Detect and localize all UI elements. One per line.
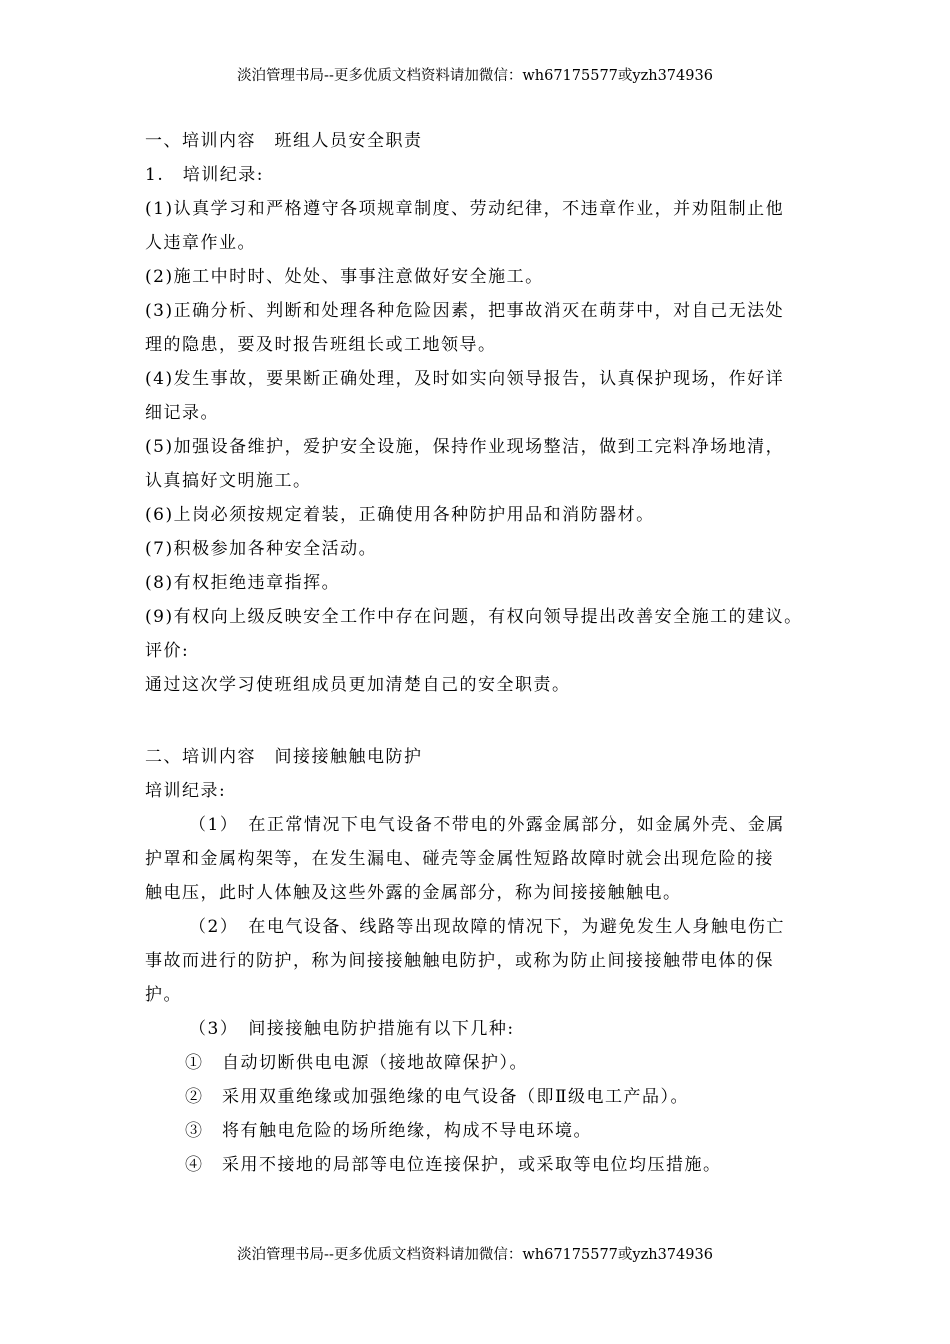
- body-line: (8)有权拒绝违章指挥。: [145, 573, 341, 593]
- body-line: (2)施工中时时、处处、事事注意做好安全施工。: [145, 267, 544, 287]
- body-line: (9)有权向上级反映安全工作中存在问题，有权向领导提出改善安全施工的建议。: [145, 607, 803, 627]
- document-body: [145, 124, 825, 1182]
- paragraph-line: （1） 在正常情况下电气设备不带电的外露金属部分，如金属外壳、金属: [189, 815, 785, 835]
- paragraph-line: 触电压，此时人体触及这些外露的金属部分，称为间接接触触电。: [145, 883, 682, 903]
- list-item: ③ 将有触电危险的场所绝缘，构成不导电环境。: [185, 1121, 592, 1141]
- section-subtitle: 1. 培训纪录:: [145, 165, 264, 185]
- page-header: 淡泊管理书局--更多优质文档资料请加微信：wh67175577或yzh374936: [237, 68, 713, 84]
- body-line: (1)认真学习和严格遵守各项规章制度、劳动纪律，不违章作业，并劝阻制止他: [145, 199, 785, 219]
- body-line: (6)上岗必须按规定着装，正确使用各种防护用品和消防器材。: [145, 505, 655, 525]
- body-line: (7)积极参加各种安全活动。: [145, 539, 378, 559]
- paragraph-line: 事故而进行的防护，称为间接接触触电防护，或称为防止间接接触带电体的保: [145, 951, 774, 971]
- list-item: ① 自动切断供电电源（接地故障保护）。: [185, 1053, 528, 1073]
- paragraph-line: 护。: [145, 985, 182, 1005]
- list-item: ② 采用双重绝缘或加强绝缘的电气设备（即Ⅱ级电工产品）。: [185, 1087, 690, 1107]
- section-subtitle: 培训纪录:: [145, 781, 227, 801]
- body-line: (3)正确分析、判断和处理各种危险因素，把事故消灭在萌芽中，对自己无法处: [145, 301, 785, 321]
- section-title: 一、培训内容 班组人员安全职责: [145, 131, 423, 151]
- body-line: 人违章作业。: [145, 233, 256, 253]
- paragraph-line: （3） 间接接触电防护措施有以下几种:: [189, 1019, 515, 1039]
- paragraph-line: （2） 在电气设备、线路等出现故障的情况下，为避免发生人身触电伤亡: [189, 917, 785, 937]
- paragraph-line: 护罩和金属构架等，在发生漏电、碰壳等金属性短路故障时就会出现危险的接: [145, 849, 774, 869]
- section-title: 二、培训内容 间接接触触电防护: [145, 747, 423, 767]
- body-line: 细记录。: [145, 403, 219, 423]
- list-item: ④ 采用不接地的局部等电位连接保护，或采取等电位均压措施。: [185, 1155, 722, 1175]
- section-spacer: [145, 702, 825, 740]
- page-footer: 淡泊管理书局--更多优质文档资料请加微信：wh67175577或yzh374936: [237, 1247, 713, 1263]
- evaluation-label: 评价:: [145, 641, 190, 661]
- body-line: (4)发生事故，要果断正确处理，及时如实向领导报告，认真保护现场，作好详: [145, 369, 785, 389]
- evaluation-text: 通过这次学习使班组成员更加清楚自己的安全职责。: [145, 675, 571, 695]
- body-line: 理的隐患，要及时报告班组长或工地领导。: [145, 335, 497, 355]
- body-line: 认真搞好文明施工。: [145, 471, 312, 491]
- body-line: (5)加强设备维护，爱护安全设施，保持作业现场整洁，做到工完料净场地清，: [145, 437, 785, 457]
